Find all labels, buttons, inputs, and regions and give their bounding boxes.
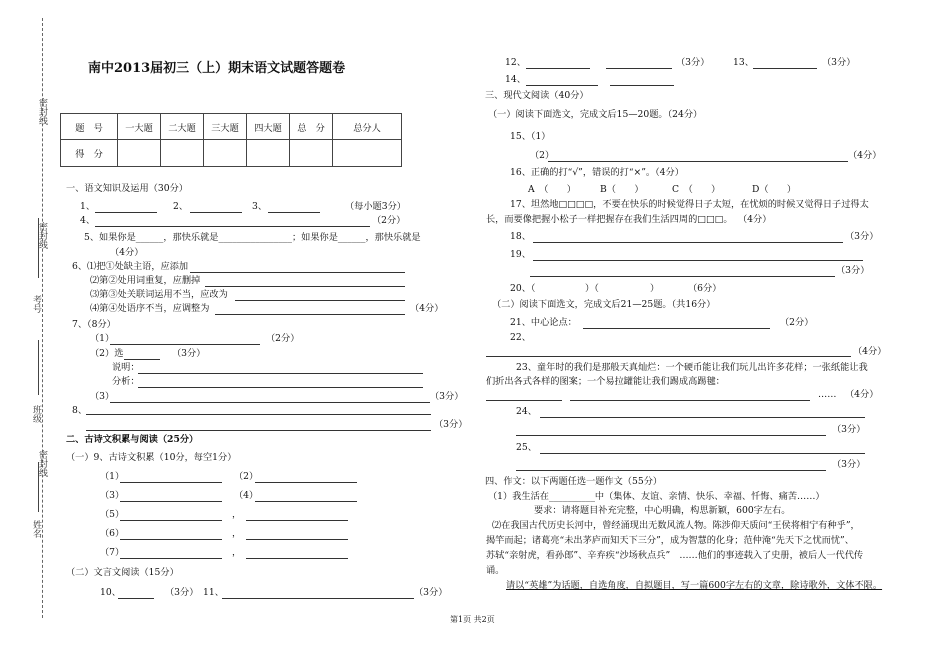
q7-heading: 7、（8分）: [72, 319, 116, 330]
q6-part2-line[interactable]: [205, 286, 405, 287]
q19-label: 19、: [510, 249, 531, 260]
q6-part1-line[interactable]: [190, 272, 405, 273]
q7-part1: （1）: [90, 333, 115, 344]
q18-label: 18、: [510, 231, 531, 242]
q6-points: （4分）: [410, 303, 444, 314]
q2-label: 2、: [173, 201, 189, 212]
class-line: [38, 340, 39, 395]
q17-text-line2: 长，而要像把握小松子一样把握存在我们生活四周的□□□。: [486, 214, 733, 225]
q24-points: （3分）: [832, 424, 866, 435]
q7-part1-points: （2分）: [266, 333, 300, 344]
q6-part1: 6、⑴把①处缺主语，应添加: [72, 261, 189, 272]
blank-3-line[interactable]: [120, 501, 222, 502]
q14-label: 14、: [505, 74, 526, 85]
blank-1-label: （1）: [100, 471, 125, 482]
q19-line-2[interactable]: [530, 276, 835, 277]
blank-6a-line[interactable]: [120, 539, 222, 540]
q25-label: 25、: [516, 442, 537, 453]
q7-explain-label: 说明：: [112, 362, 140, 373]
essay-option-2-prompt: 请以“英雄”为话题，自选角度，自拟题目，写一篇600字左右的文章，除诗歌外，文体不限。: [506, 580, 883, 591]
q10-answer-line[interactable]: [118, 598, 154, 599]
q6-part4: ⑷第④处语序不当，应调整为: [90, 303, 210, 314]
q7-part2: （2）选: [90, 348, 124, 359]
score-table-header: 四大题: [247, 114, 290, 140]
q19-line-1[interactable]: [533, 260, 863, 261]
q7-part3-points: （3分）: [430, 391, 464, 402]
q12-line-b[interactable]: [606, 68, 672, 69]
name-line: [38, 462, 39, 512]
q20-mid: ）（: [585, 283, 599, 294]
seal-line-label-1: 密封线: [37, 98, 47, 125]
q14-line-a[interactable]: [526, 85, 598, 86]
q16-option-a[interactable]: A （ ）: [528, 184, 576, 195]
q16-heading: 16、正确的打“√”，错误的打“×”。（4分）: [510, 167, 684, 178]
q1-label: 1、: [80, 201, 96, 212]
score-table: [60, 113, 402, 167]
section-4-heading: 四、作文：以下两题任选一题作文（55分）: [485, 476, 663, 487]
q24-line-1[interactable]: [540, 417, 865, 418]
q17-points: （4分）: [738, 214, 772, 225]
q20-points: （6分）: [688, 283, 722, 294]
blank-6-comma: ，: [232, 528, 242, 539]
blank-5-comma: ，: [232, 509, 242, 520]
blank-7-comma: ，: [232, 547, 242, 558]
q5-text: 5、如果你是______，那快乐就是________________；如果你是______，那快乐就是: [84, 232, 421, 243]
blank-5b-line[interactable]: [246, 520, 348, 521]
section-3-heading: 三、现代文阅读（40分）: [485, 90, 589, 101]
score-table-header: 题 号: [61, 114, 118, 140]
score-cell[interactable]: [204, 140, 247, 167]
q7-choice-line[interactable]: [124, 359, 160, 360]
score-cell[interactable]: [161, 140, 204, 167]
blank-4-line[interactable]: [255, 501, 357, 502]
q22-points: （4分）: [853, 346, 887, 357]
q12-points: （3分）: [676, 57, 710, 68]
q1-answer-line[interactable]: [95, 212, 157, 213]
score-table-header: 一大题: [118, 114, 161, 140]
q3-label: 3、: [252, 201, 268, 212]
score-table-header: 总 分: [290, 114, 333, 140]
q6-part3: ⑶第③处关联词运用不当，应改为: [90, 289, 228, 300]
q25-line-2[interactable]: [516, 470, 826, 471]
q23-text-line1: 23、童年时的我们是那般天真灿烂：一个硬币能让我们玩儿出许多花样；一张纸能让我: [516, 362, 868, 373]
q7-part2-points: （3分）: [172, 348, 206, 359]
q7-part3-line[interactable]: [110, 402, 430, 403]
page-footer: 第1页 共2页: [450, 615, 495, 624]
q22-line[interactable]: [486, 356, 851, 357]
q25-points: （3分）: [832, 459, 866, 470]
q6-part4-line[interactable]: [215, 314, 405, 315]
q15-part2-line[interactable]: [548, 161, 848, 162]
q7-part1-line[interactable]: [110, 344, 260, 345]
q23-text-line2: 们折出各式各样的图案；一个易拉罐能让我们踢成高踢毽：: [486, 376, 725, 387]
q16-option-d[interactable]: D（ ）: [752, 184, 797, 195]
essay-option-2-line3: 苏轼“亲射虎，看孙郎”、辛弃疾“沙场秋点兵” ……他们的事迹载入了史册，被后人一代代传: [486, 550, 864, 561]
q6-part3-line[interactable]: [235, 300, 405, 301]
blank-5-label: （5）: [100, 509, 125, 520]
q14-line-b[interactable]: [610, 85, 674, 86]
q16-option-b[interactable]: B（ ）: [600, 184, 644, 195]
q23-ellipsis: ……: [818, 389, 837, 400]
q2-answer-line[interactable]: [190, 212, 242, 213]
q7-explain-line[interactable]: [138, 373, 423, 374]
q10-label: 10、: [100, 587, 121, 598]
section-2-heading: 二、古诗文积累与阅读（25分）: [66, 434, 199, 445]
essay-option-1-requirements: 要求：请将题目补充完整，中心明确，构思新颖，600字左右。: [534, 505, 791, 516]
q8-answer-line-2[interactable]: [86, 430, 431, 431]
q5-points: （4分）: [110, 247, 144, 258]
q6-part2: ⑵第②处用词重复，应删掉: [90, 275, 201, 286]
q10-points: （3分）: [165, 587, 199, 598]
score-table-header: 总分人: [333, 114, 402, 140]
q15-points: （4分）: [848, 150, 882, 161]
name-label: 姓名: [31, 520, 41, 538]
blank-2-label: （2）: [234, 471, 259, 482]
q23-points: （4分）: [845, 389, 879, 400]
score-cell[interactable]: [333, 140, 402, 167]
seal-line-label-2: 密封线: [37, 222, 47, 249]
q11-answer-line[interactable]: [222, 598, 414, 599]
section-2b-heading: （二）文言文阅读（15分）: [66, 567, 179, 578]
q23-line-a[interactable]: [486, 400, 562, 401]
q4-label: 4、: [80, 215, 96, 226]
score-table-header: 三大题: [204, 114, 247, 140]
q24-label: 24、: [516, 406, 537, 417]
q21-label: 21、中心论点：: [510, 317, 577, 328]
section-3a-heading: （一）阅读下面选文，完成文后15—20题。（24分）: [488, 109, 703, 120]
q23-line-b[interactable]: [570, 400, 810, 401]
q11-points: （3分）: [414, 587, 448, 598]
score-table-header: 二大题: [161, 114, 204, 140]
blank-4-label: （4）: [234, 490, 259, 501]
q3-answer-line[interactable]: [268, 212, 320, 213]
q12-label: 12、: [505, 57, 526, 68]
section-3b-heading: （二）阅读下面选文，完成文后21—25题。（共16分）: [492, 299, 716, 310]
blank-7-label: （7）: [100, 547, 125, 558]
blank-1-line[interactable]: [120, 482, 222, 483]
seal-line-label-3: 密封线: [37, 450, 47, 477]
score-cell[interactable]: [118, 140, 161, 167]
blank-5a-line[interactable]: [120, 520, 222, 521]
q15-part2: （2）: [530, 150, 555, 161]
q16-option-c[interactable]: C （ ）: [672, 184, 721, 195]
score-cell[interactable]: [247, 140, 290, 167]
q1-3-points: （每小题3分）: [345, 201, 406, 212]
q12-line-a[interactable]: [526, 68, 590, 69]
q17-text-line1: 17、坦然地□□□□，不要在快乐的时候觉得日子太短，在忧烦的时候又觉得日子过得太: [510, 199, 869, 210]
blank-6-label: （6）: [100, 528, 125, 539]
class-label: 班级: [31, 405, 41, 423]
blank-7b-line[interactable]: [246, 558, 348, 559]
essay-option-2-line2: 揭竿而起；诸葛亮“未出茅庐而知天下三分”，成为智慧的化身；范仲淹“先天下之忧而忧”、: [486, 535, 854, 546]
essay-option-2-line4: 诵。: [486, 565, 505, 576]
q20-label: 20、（: [510, 283, 536, 294]
q15-part1: 15、（1）: [510, 131, 551, 142]
exam-number-line: [38, 218, 39, 278]
q21-line[interactable]: [583, 328, 770, 329]
q7-analysis-label: 分析：: [112, 376, 140, 387]
q13-points: （3分）: [822, 57, 856, 68]
section-1-heading: 一、语文知识及运用（30分）: [66, 183, 188, 194]
section-2a-heading: （一）9、古诗文积累（10分，每空1分）: [66, 452, 237, 463]
q18-line[interactable]: [533, 242, 843, 243]
q7-part3: （3）: [90, 391, 115, 402]
q7-analysis-line[interactable]: [138, 387, 423, 388]
q21-points: （2分）: [780, 317, 814, 328]
q13-label: 13、: [733, 57, 754, 68]
q4-points: （2分）: [372, 215, 406, 226]
q22-label: 22、: [510, 332, 531, 343]
q8-label: 8、: [72, 405, 88, 416]
blank-2-line[interactable]: [255, 482, 357, 483]
essay-option-1: （1）我生活在__________中（集体、友谊、亲情、快乐、幸福、忏悔、痛苦……）: [488, 491, 825, 502]
exam-number-label: 考号: [31, 295, 41, 313]
q25-line-1[interactable]: [540, 453, 865, 454]
essay-option-2-line1: ⑵在我国古代历史长河中，曾经涌现出无数风流人物。陈涉仰天质问“王侯将相宁有种乎”，: [492, 520, 860, 531]
page-title: 南中2013届初三（上）期末语文试题答题卷: [88, 61, 346, 76]
q20-end: ）: [650, 283, 660, 294]
q19-points: （3分）: [836, 265, 870, 276]
blank-3-label: （3）: [100, 490, 125, 501]
blank-6b-line[interactable]: [246, 539, 348, 540]
q8-answer-line-1[interactable]: [86, 414, 431, 415]
score-cell[interactable]: [290, 140, 333, 167]
score-table-label: 得 分: [61, 140, 118, 167]
q4-answer-line[interactable]: [95, 226, 370, 227]
q24-line-2[interactable]: [516, 435, 826, 436]
blank-7a-line[interactable]: [120, 558, 222, 559]
q8-points: （3分）: [434, 419, 468, 430]
q18-points: （3分）: [845, 231, 879, 242]
q13-line[interactable]: [753, 68, 817, 69]
q11-label: 11、: [203, 587, 224, 598]
